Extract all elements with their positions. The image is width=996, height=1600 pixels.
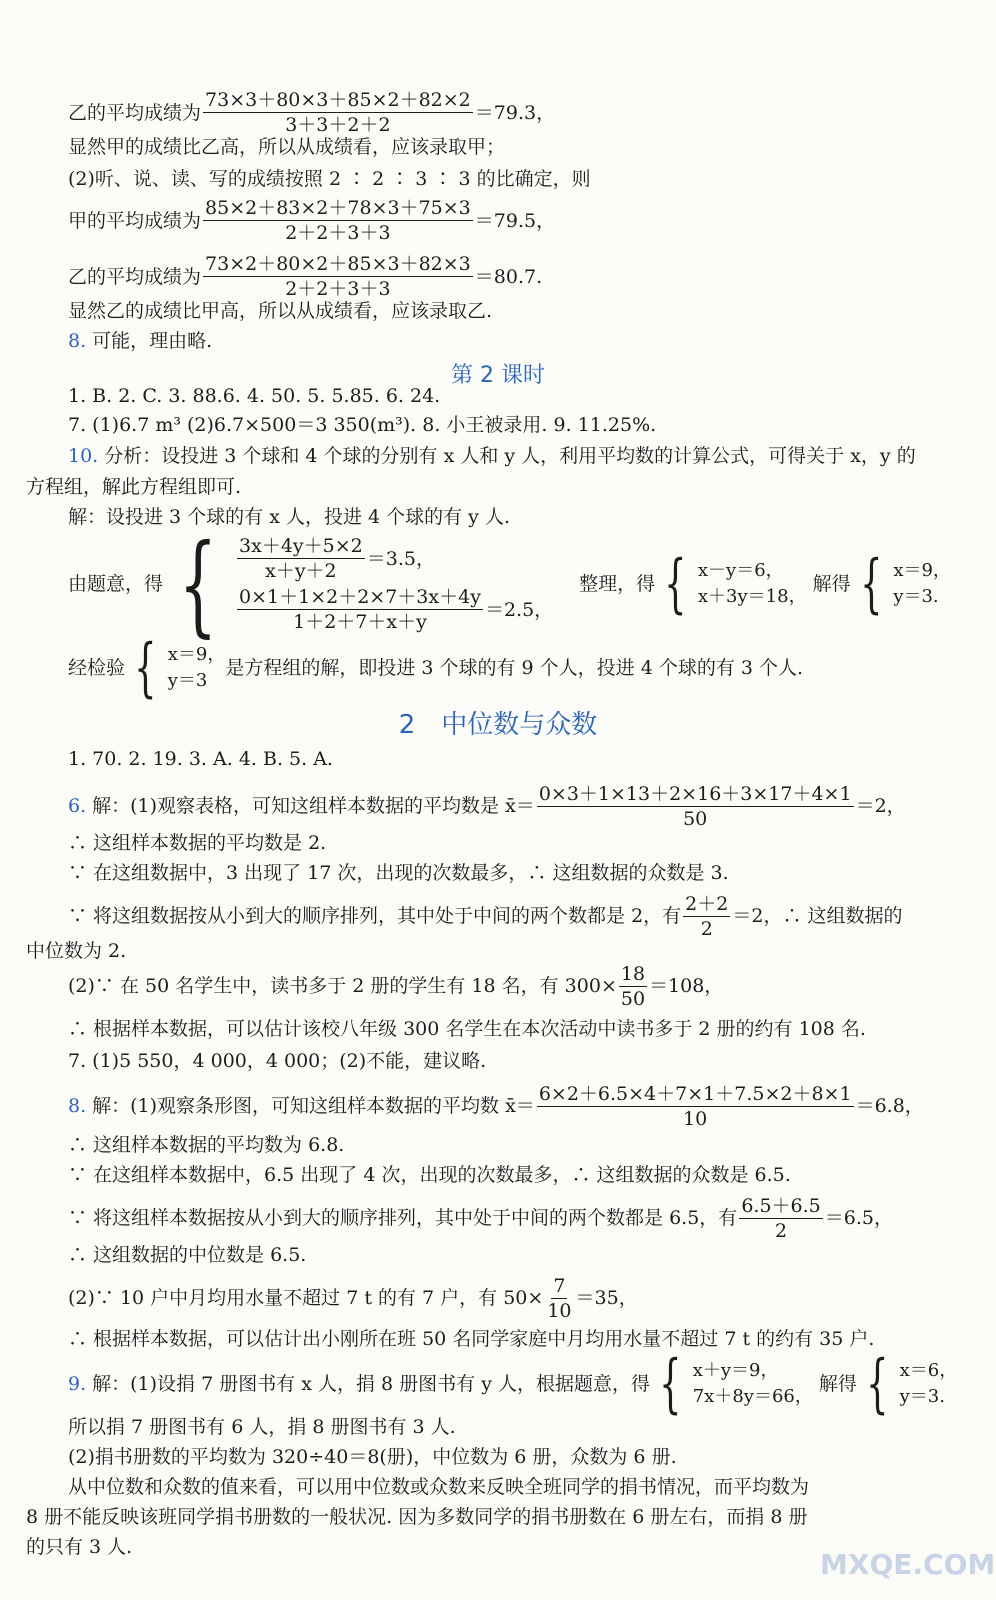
text: 分析：设投进 3 个球和 4 个球的分别有 x 人和 y 人，利用平均数的计算公式，可得关于 x，y 的 [104, 445, 916, 467]
answer-line [68, 1192, 996, 1244]
text: 的只有 3 人. [26, 1536, 133, 1558]
text: 解：(1)观察表格，可知这组样本数据的平均数是 x̄＝ [92, 795, 535, 817]
text: 从中位数和众数的值来看，可以用中位数或众数来反映全班同学的捐书情况，而平均数为 [68, 1476, 810, 1498]
answer-line [68, 746, 996, 772]
question-number: 9. [68, 1373, 87, 1395]
text: ＝2， [855, 795, 906, 817]
equation-system [650, 1347, 813, 1421]
equation: y＝3. [899, 1386, 945, 1407]
equation: x－y＝6， [697, 560, 784, 581]
answer-line [68, 860, 996, 886]
denominator: 2 [774, 1219, 788, 1242]
question-number: 10. [68, 445, 99, 467]
answer-line [68, 1414, 996, 1440]
answer-line [68, 1474, 996, 1500]
text: 乙的平均成绩为 [68, 265, 202, 288]
equation: x＋y＝9， [692, 1360, 779, 1381]
text: 显然甲的成绩比乙高，所以从成绩看，应该录取甲； [68, 136, 506, 158]
fraction [537, 782, 854, 831]
text: 所以捐 7 册图书有 6 人，捐 8 册图书有 3 人. [68, 1416, 456, 1438]
answer-line [68, 631, 996, 705]
answer-line [68, 252, 996, 301]
text: (2)∵ 在 50 名学生中，读书多于 2 册的学生有 18 名，有 300× [68, 975, 617, 997]
text: ∴ 这组数据的中位数是 6.5. [68, 1244, 307, 1266]
text: ∵ 将这组数据按从小到大的顺序排列，其中处于中间的两个数都是 2，有 [68, 905, 682, 927]
text: 中位数为 2. [26, 940, 127, 962]
denominator: 2＋2＋3＋3 [285, 222, 391, 244]
brace-icon: { [859, 547, 883, 621]
text: ∵ 将这组样本数据按从小到大的顺序排列，其中处于中间的两个数都是 6.5，有 [68, 1207, 738, 1229]
text: 整理，得 [579, 573, 656, 595]
text: (2)∵ 10 户中月均用水量不超过 7 t 的有 7 户，有 50× [68, 1287, 544, 1309]
answer-line [68, 1132, 996, 1158]
text: 甲的平均成绩为 [68, 209, 202, 232]
text: 解：设投进 3 个球的有 x 人，投进 4 个球的有 y 人. [68, 506, 510, 528]
section-heading: 2 中位数与众数 [398, 710, 598, 740]
text: ∴ 这组样本数据的平均数为 6.8. [68, 1134, 345, 1156]
answer-line [68, 88, 996, 137]
text: ＝6.8， [855, 1095, 924, 1117]
solution-system [851, 547, 951, 621]
answer-line [68, 1347, 996, 1421]
text: 解：(1)设捐 7 册图书有 x 人，捐 8 册图书有 y 人，根据题意，得 [92, 1373, 650, 1395]
fraction [203, 196, 473, 245]
numerator: 7 [553, 1274, 566, 1297]
text: 显然乙的成绩比甲高，所以从成绩看，应该录取乙. [68, 300, 493, 322]
brace-icon: { [178, 520, 218, 648]
answer-line [68, 443, 996, 469]
text: ＝2.5， [484, 598, 554, 621]
equation-system-line [68, 520, 996, 648]
text: 解得 [818, 1373, 857, 1395]
answer-line [68, 1326, 996, 1352]
question-number: 8. [68, 1095, 87, 1117]
text: 8 册不能反映该班同学捐书册数的一般状况. 因为多数同学的捐书册数在 6 册左右，而捐 8 册 [26, 1506, 808, 1528]
text: 1. B. 2. C. 3. 88.6. 4. 50. 5. 5.85. 6. 24. [68, 385, 441, 407]
text: ∴ 根据样本数据，可以估计该校八年级 300 名学生在本次活动中读书多于 2 册的约有 108 名. [68, 1018, 866, 1040]
answer-line [26, 474, 996, 500]
denominator: 10 [547, 1299, 572, 1322]
answer-line [26, 1504, 996, 1530]
text: ＝2，∴ 这组数据的 [732, 905, 903, 927]
fraction [203, 88, 473, 137]
denominator: 50 [620, 987, 646, 1010]
answer-line [68, 1242, 996, 1268]
text: (2)捐书册数的平均数为 320÷40＝8(册)，中位数为 6 册，众数为 6 册. [68, 1446, 677, 1468]
brace-icon: { [134, 631, 157, 705]
answer-line [68, 134, 996, 160]
text: ∴ 根据样本数据，可以估计出小刚所在班 50 名同学家庭中月均用水量不超过 7 t 的约有 35 户. [68, 1328, 875, 1350]
numerator: 0×3＋1×13＋2×16＋3×17＋4×1 [538, 782, 852, 805]
brace-icon: { [659, 1347, 682, 1421]
numerator: 2＋2 [685, 892, 729, 915]
denominator: 1＋2＋7＋x＋y [293, 611, 427, 633]
text: ＝108， [649, 975, 724, 997]
answer-line [68, 1080, 996, 1132]
answer-line [68, 890, 996, 942]
answer-line [68, 412, 996, 438]
equation: x＝9， [893, 560, 951, 581]
question-number: 8. [68, 330, 87, 352]
denominator: 50 [683, 807, 708, 830]
denominator: x＋y＋2 [265, 560, 337, 582]
numerator: 73×3＋80×3＋85×2＋82×2 [205, 89, 471, 111]
numerator: 18 [620, 962, 646, 985]
text: ∵ 在这组数据中，3 出现了 17 次，出现的次数最多，∴ 这组数据的众数是 3. [68, 862, 729, 884]
text: 解：(1)观察条形图，可知这组样本数据的平均数 x̄＝ [92, 1095, 535, 1117]
numerator: 85×2＋83×2＋78×3＋75×3 [205, 197, 471, 219]
text: 解得 [812, 573, 851, 595]
text: 乙的平均成绩为 [68, 101, 202, 124]
section-heading: 第 2 课时 [451, 363, 545, 388]
fraction [739, 1194, 822, 1243]
text: (2)听、说、读、写的成绩按照 2 ∶ 2 ∶ 3 ∶ 3 的比确定，则 [68, 168, 591, 190]
answer-line [68, 780, 996, 832]
equation-system [163, 520, 554, 648]
watermark: MXQE.COM [820, 1548, 996, 1581]
fraction [545, 1274, 573, 1323]
answer-line [68, 1048, 996, 1074]
text: 是方程组的解，即投进 3 个球的有 9 个人，投进 4 个球的有 3 个人. [225, 657, 804, 679]
answer-line [68, 1272, 996, 1324]
equation: x＋3y＝18， [697, 586, 807, 607]
text: ＝79.3， [474, 101, 556, 124]
text: ∴ 这组样本数据的平均数是 2. [68, 832, 327, 854]
fraction [619, 962, 647, 1011]
text: 可能，理由略. [92, 330, 213, 352]
denominator: 10 [683, 1107, 708, 1130]
answer-line [68, 298, 996, 324]
denominator: 2＋2＋3＋3 [285, 278, 391, 300]
equation: x＝9， [167, 644, 226, 665]
answer-line [68, 960, 996, 1012]
answer-line [68, 830, 996, 856]
text: 经检验 [68, 657, 126, 679]
numerator: 0×1＋1×2＋2×7＋3x＋4y [239, 586, 481, 608]
answer-line [68, 383, 996, 409]
numerator: 6.5＋6.5 [741, 1194, 821, 1217]
fraction [203, 252, 473, 301]
text: 7. (1)6.7 m³ (2)6.7×500＝3 350(m³). 8. 小王被录用. 9. 11.25%. [68, 414, 657, 436]
fraction [237, 534, 365, 583]
denominator: 2 [700, 917, 713, 940]
answer-line [68, 328, 996, 354]
numerator: 6×2＋6.5×4＋7×1＋7.5×2＋8×1 [538, 1082, 852, 1105]
question-number: 6. [68, 795, 87, 817]
text: 1. 70. 2. 19. 3. A. 4. B. 5. A. [68, 748, 333, 770]
answer-line [68, 1162, 996, 1188]
solution-system [857, 1347, 958, 1421]
equation: y＝3. [893, 586, 939, 607]
text: 方程组，解此方程组即可. [26, 476, 242, 498]
text: 7. (1)5 550，4 000，4 000；(2)不能，建议略. [68, 1050, 487, 1072]
text: ＝80.7. [474, 265, 543, 288]
answer-line [68, 1016, 996, 1042]
brace-icon: { [664, 547, 687, 621]
text: ＝35， [575, 1287, 638, 1309]
fraction [237, 585, 483, 634]
text: ＝79.5， [474, 209, 556, 232]
equation-system [655, 547, 807, 621]
text: ＝6.5， [824, 1207, 893, 1229]
fraction [537, 1082, 854, 1131]
fraction [683, 892, 730, 941]
denominator: 3＋3＋2＋2 [285, 114, 391, 136]
brace-icon: { [866, 1347, 889, 1421]
answer-line [68, 166, 996, 192]
answer-line [68, 1444, 996, 1470]
numerator: 73×2＋80×2＋85×3＋82×3 [205, 253, 471, 275]
equation: x＝6， [899, 1360, 958, 1381]
text: 由题意，得 [68, 573, 164, 595]
equation: y＝3 [167, 670, 208, 691]
text: ∵ 在这组样本数据中，6.5 出现了 4 次，出现的次数最多，∴ 这组数据的众数是 6.5. [68, 1164, 791, 1186]
text: ＝3.5， [366, 547, 435, 570]
answer-line [68, 196, 996, 245]
equation: 7x＋8y＝66， [692, 1386, 813, 1407]
solution-system [125, 631, 226, 705]
numerator: 3x＋4y＋5×2 [239, 535, 363, 557]
